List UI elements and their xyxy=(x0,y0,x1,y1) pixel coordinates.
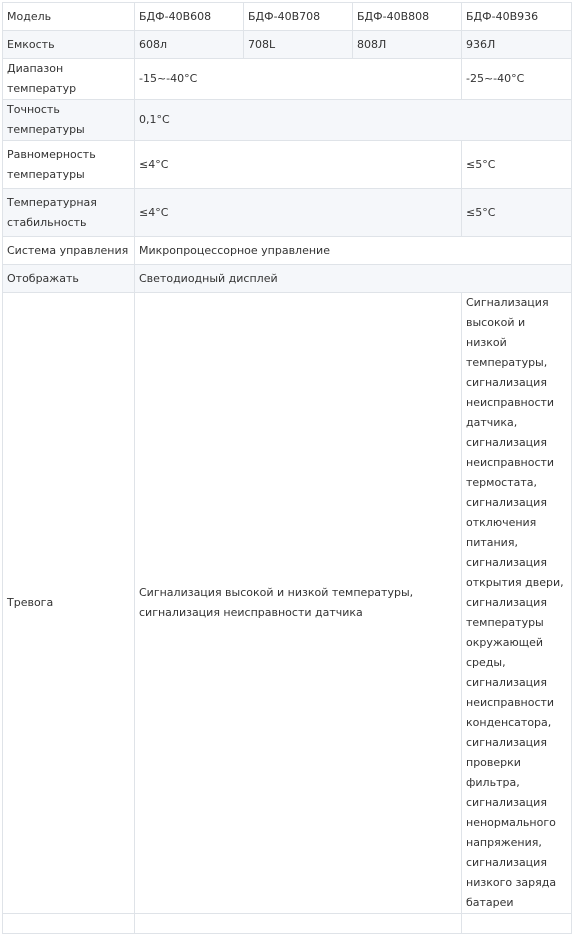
cell-capacity-2: 708L xyxy=(244,31,353,59)
cell-temp-accuracy: 0,1°C xyxy=(135,100,572,141)
next-row-cell-2 xyxy=(135,914,462,934)
next-row-cell-3 xyxy=(462,914,572,934)
spec-table xyxy=(2,2,572,934)
row-label-temp-uniformity: Равномерность температуры xyxy=(3,141,135,189)
row-label-temp-accuracy: Точность температуры xyxy=(3,100,135,141)
row-label-capacity: Емкость xyxy=(3,31,135,59)
cell-temp-uniformity-last: ≤5°C xyxy=(462,141,572,189)
row-label-temp-range: Диапазон температур xyxy=(3,59,135,100)
cell-temp-uniformity-main: ≤4°C xyxy=(135,141,462,189)
cell-model-1: БДФ-40В608 xyxy=(135,3,244,31)
cell-temp-stability-last: ≤5°C xyxy=(462,189,572,237)
next-row-cell-1 xyxy=(3,914,135,934)
cell-control-system: Микропроцессорное управление xyxy=(135,237,572,265)
table-row-alarm xyxy=(3,293,572,914)
row-label-display: Отображать xyxy=(3,265,135,293)
row-label-alarm: Тревога xyxy=(3,293,135,914)
cell-model-4: БДФ-40В936 xyxy=(462,3,572,31)
table-row-capacity xyxy=(3,31,572,59)
cell-temp-range-last: -25~-40°C xyxy=(462,59,572,100)
cell-capacity-3: 808Л xyxy=(353,31,462,59)
row-label-model: Модель xyxy=(3,3,135,31)
table-row-control-system xyxy=(3,237,572,265)
row-label-temp-stability: Температурная стабильность xyxy=(3,189,135,237)
row-label-control-system: Система управления xyxy=(3,237,135,265)
table-row-next xyxy=(3,914,572,934)
cell-alarm-last: Сигнализация высокой и низкой температуры, сигнализация неисправности датчика, сигнализация неисправности термостата, сигнализация отключения питания, сигнализация открытия двери, сигнализация температуры окружающей среды, сигнализация неисправности конденсатора, сигнализация проверки фильтра, сигнализация ненормального напряжения, сигнализация низкого заряда батареи xyxy=(462,293,572,914)
table-row-display xyxy=(3,265,572,293)
table-row-temp-stability xyxy=(3,189,572,237)
cell-temp-range-main: -15~-40°C xyxy=(135,59,462,100)
cell-alarm-main: Сигнализация высокой и низкой температуры, сигнализация неисправности датчика xyxy=(135,293,462,914)
cell-capacity-4: 936Л xyxy=(462,31,572,59)
cell-model-3: БДФ-40В808 xyxy=(353,3,462,31)
table-row-model xyxy=(3,3,572,31)
cell-model-2: БДФ-40В708 xyxy=(244,3,353,31)
cell-capacity-1: 608л xyxy=(135,31,244,59)
cell-display: Светодиодный дисплей xyxy=(135,265,572,293)
cell-temp-stability-main: ≤4°C xyxy=(135,189,462,237)
table-row-temp-uniformity xyxy=(3,141,572,189)
table-row-temp-accuracy xyxy=(3,100,572,141)
table-row-temp-range xyxy=(3,59,572,100)
